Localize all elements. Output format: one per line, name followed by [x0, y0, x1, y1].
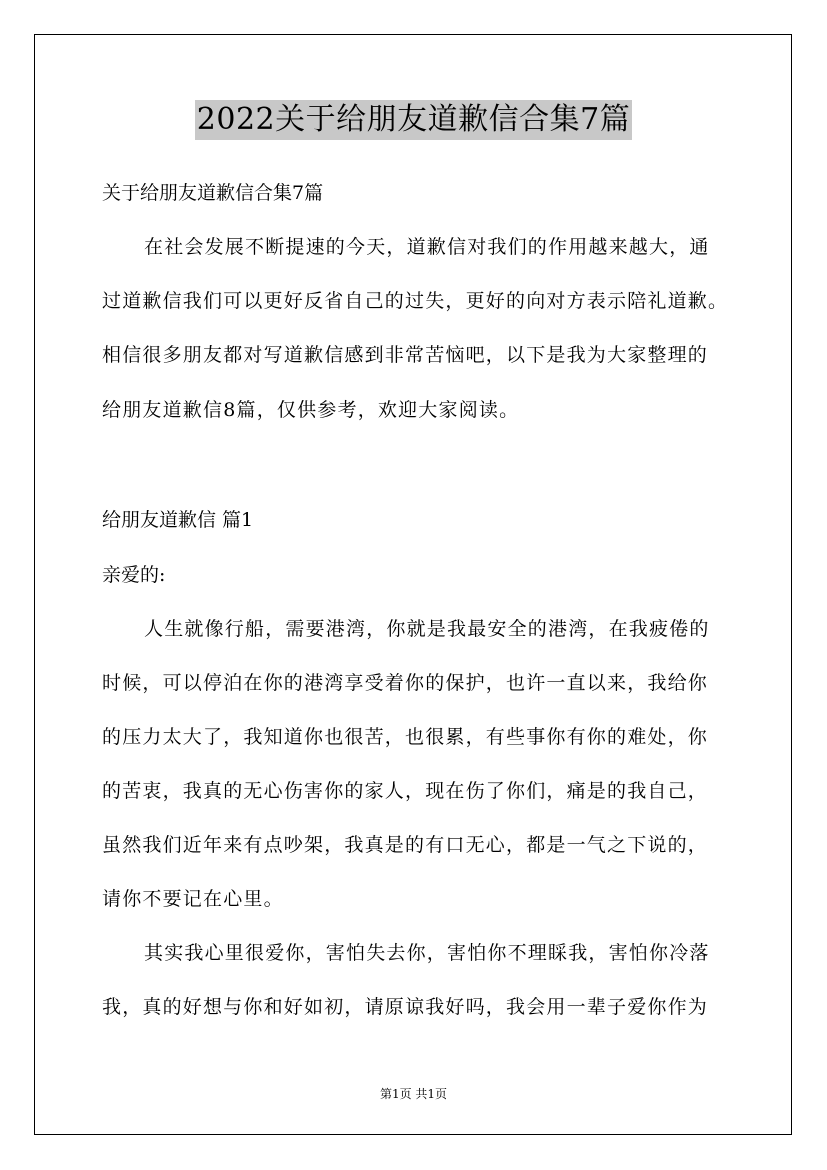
salutation: 亲爱的:	[102, 564, 166, 586]
body-line: 请你不要记在心里。	[102, 888, 284, 910]
body-line: 的压力太大了，我知道你也很苦，也很累，有些事你有你的难处，你	[102, 726, 709, 748]
body-line: 人生就像行船，需要港湾，你就是我最安全的港湾，在我疲倦的	[144, 618, 710, 640]
body-line: 虽然我们近年来有点吵架，我真是的有口无心，都是一气之下说的，	[102, 834, 709, 856]
intro-line: 过道歉信我们可以更好反省自己的过失，更好的向对方表示陪礼道歉。	[102, 290, 729, 312]
title-container	[0, 100, 827, 140]
intro-line: 相信很多朋友都对写道歉信感到非常苦恼吧，以下是我为大家整理的	[102, 344, 709, 366]
body-line: 时候，可以停泊在你的港湾享受着你的保护，也许一直以来，我给你	[102, 672, 709, 694]
intro-line: 在社会发展不断提速的今天，道歉信对我们的作用越来越大，通	[144, 236, 710, 258]
body-line: 其实我心里很爱你，害怕失去你，害怕你不理睬我，害怕你冷落	[144, 942, 710, 964]
document-subtitle: 关于给朋友道歉信合集7篇	[102, 182, 324, 204]
body-line: 的苦衷，我真的无心伤害你的家人，现在伤了你们，痛是的我自己，	[102, 780, 709, 802]
intro-line: 给朋友道歉信8篇，仅供参考，欢迎大家阅读。	[102, 399, 520, 421]
document-title: 2022关于给朋友道歉信合集7篇	[195, 100, 632, 140]
section-heading: 给朋友道歉信 篇1	[102, 509, 254, 531]
page-footer: 第1页 共1页	[379, 1087, 448, 1101]
body-line: 我，真的好想与你和好如初，请原谅我好吗，我会用一辈子爱你作为	[102, 996, 709, 1018]
